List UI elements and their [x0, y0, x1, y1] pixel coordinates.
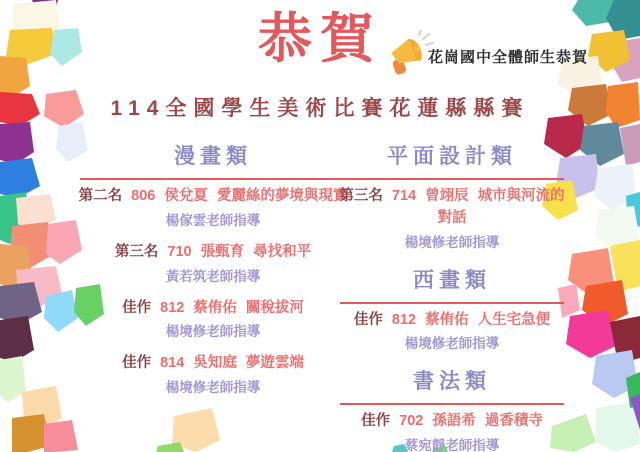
section-western-painting	[338, 264, 566, 353]
competition-subtitle: 114全國學生美術比賽花蓮縣縣賽	[110, 97, 530, 120]
artwork-title: 尋找和平	[253, 243, 312, 260]
award-entry	[78, 242, 348, 264]
award-entry	[78, 186, 348, 208]
award-entry	[338, 411, 566, 433]
teacher-credit: 蔡宛靜老師指導	[404, 438, 500, 452]
award-rank: 第三名	[114, 243, 159, 260]
award-entry	[338, 186, 566, 230]
left-column	[78, 138, 348, 409]
congrats-title: 恭賀	[258, 9, 382, 69]
teacher-credit: 楊境修老師指導	[404, 234, 500, 250]
section-graphic-design	[338, 140, 566, 251]
section-title: 西畫類	[413, 268, 491, 292]
right-column	[338, 138, 566, 452]
section-title: 漫畫類	[174, 145, 252, 168]
student-number: 812	[391, 311, 417, 328]
award-rank: 佳作	[353, 311, 383, 328]
section-comics	[78, 140, 348, 396]
school-credit-text: 花崗國中全體師生恭賀	[428, 49, 589, 66]
student-name: 曾翊辰	[425, 188, 469, 204]
section-divider	[340, 403, 564, 405]
artwork-title: 關稅拔河	[245, 299, 304, 316]
student-number: 806	[131, 188, 156, 204]
artwork-title: 愛麗絲的夢境與現實	[216, 188, 348, 204]
teacher-credit: 楊境修老師指導	[165, 380, 261, 395]
section-divider	[340, 178, 564, 180]
section-divider	[80, 178, 346, 180]
award-rank: 第二名	[78, 188, 123, 204]
teacher-credit: 楊境修老師指導	[165, 324, 261, 340]
award-entry	[78, 353, 348, 375]
section-calligraphy	[338, 365, 566, 452]
artwork-title: 城市與河流的對話	[437, 188, 565, 226]
section-title: 書法類	[413, 370, 491, 394]
artwork-title: 人生宅急便	[477, 311, 551, 328]
student-number: 814	[160, 355, 185, 372]
student-name: 侯兌夏	[164, 188, 208, 204]
artwork-title: 夢遊雲端	[245, 355, 304, 372]
student-number: 812	[160, 299, 185, 316]
award-entry	[338, 310, 566, 332]
megaphone-icon	[386, 30, 434, 76]
award-rank: 第三名	[339, 188, 383, 204]
student-name: 張甄育	[200, 243, 245, 260]
award-rank: 佳作	[361, 413, 391, 430]
teacher-credit: 楊傢雲老師指導	[165, 212, 261, 228]
artwork-title: 過香積寺	[484, 413, 543, 430]
student-name: 蔡侑佑	[193, 299, 237, 316]
student-name: 吳知庭	[193, 355, 237, 372]
student-name: 蔡侑佑	[425, 311, 469, 328]
student-number: 710	[167, 243, 192, 260]
teacher-credit: 楊境修老師指導	[404, 336, 500, 352]
section-title: 平面設計類	[387, 145, 517, 168]
section-divider	[340, 302, 564, 304]
student-number: 702	[399, 413, 424, 430]
teacher-credit: 黃若筑老師指導	[165, 268, 261, 284]
award-entry	[78, 298, 348, 320]
award-rank: 佳作	[122, 299, 152, 316]
student-name: 孫語希	[432, 413, 476, 430]
award-rank: 佳作	[122, 355, 152, 372]
student-number: 714	[391, 188, 417, 204]
